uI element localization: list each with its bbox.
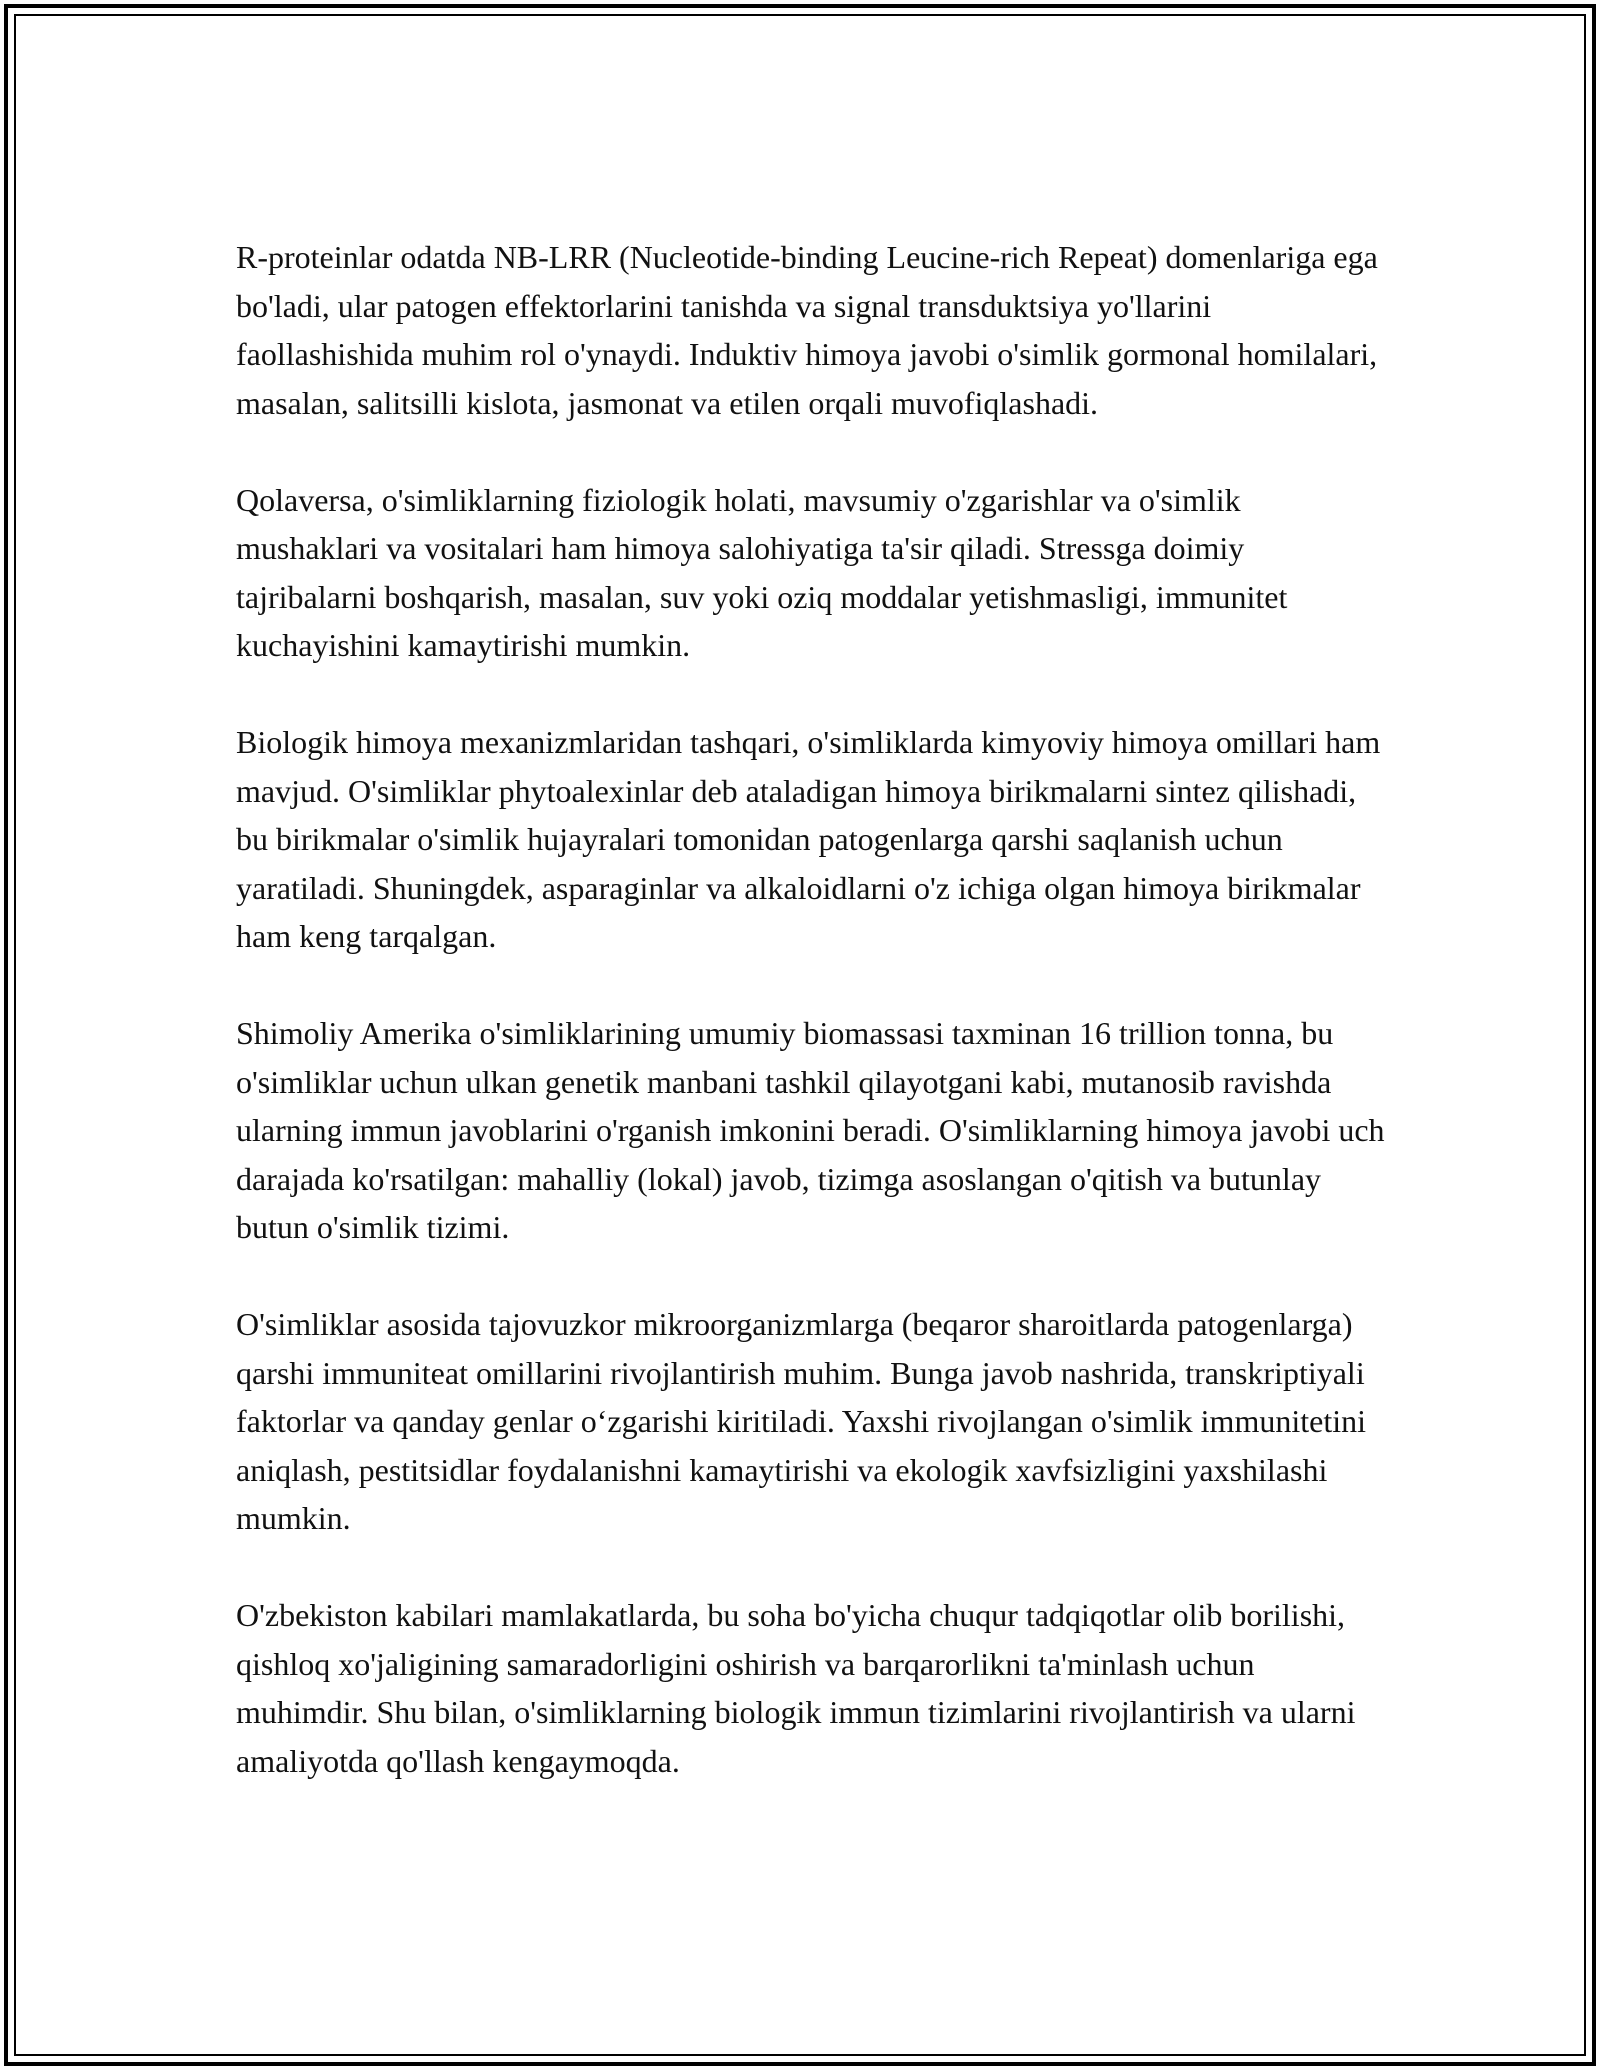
- paragraph-north-america-biomass: Shimoliy Amerika o'simliklarining umumiy biomassasi taxminan 16 trillion tonna, bu o'simliklar uchun ulkan genetik manbani tashkil qilayotgani kabi, mutanosib ravishda ularning immun javoblarini o'rganish imkonini beradi. O'simliklarning himoya javobi uch darajada ko'rsatilgan: mahalliy (lokal) javob, tizimga asoslangan o'qitish va butunlay butun o'simlik tizimi.: [236, 1015, 1385, 1245]
- paragraph-immunity-development: O'simliklar asosida tajovuzkor mikroorganizmlarga (beqaror sharoitlarda patogenlarga) qarshi immuniteat omillarini rivojlantirish muhim. Bunga javob nashrida, transkriptiyali faktorlar va qanday genlar o‘zgarishi kiritiladi. Yaxshi rivojlangan o'simlik immunitetini aniqlash, pestitsidlar foydalanishni kamaytirishi va ekologik xavfsizligini yaxshilashi mumkin.: [236, 1306, 1366, 1536]
- document-body: [236, 233, 1386, 1834]
- paragraph-physiological-state: Qolaversa, o'simliklarning fiziologik holati, mavsumiy o'zgarishlar va o'simlik mushaklari va vositalari ham himoya salohiyatiga ta'sir qiladi. Stressga doimiy tajribalarni boshqarish, masalan, suv yoki oziq moddalar yetishmasligi, immunitet kuchayishini kamaytirishi mumkin.: [236, 481, 1288, 663]
- paragraph-r-proteins: R-proteinlar odatda NB-LRR (Nucleotide-binding Leucine-rich Repeat) domenlariga ega bo'ladi, ular patogen effektorlarini tanishda va signal transduktsiya yo'llarini faollashishida muhim rol o'ynaydi. Induktiv himoya javobi o'simlik gormonal homilalari, masalan, salitsilli kislota, jasmonat va etilen orqali muvofiqlashadi.: [236, 239, 1378, 421]
- paragraph-chemical-defense: Biologik himoya mexanizmlaridan tashqari, o'simliklarda kimyoviy himoya omillari ham mavjud. O'simliklar phytoalexinlar deb ataladigan himoya birikmalarni sintez qilishadi, bu birikmalar o'simlik hujayralari tomonidan patogenlarga qarshi saqlanish uchun yaratiladi. Shuningdek, asparaginlar va alkaloidlarni o'z ichiga olgan himoya birikmalar ham keng tarqalgan.: [236, 724, 1381, 954]
- paragraph-uzbekistan-research: O'zbekiston kabilari mamlakatlarda, bu soha bo'yicha chuqur tadqiqotlar olib borilishi, qishloq xo'jaligining samaradorligini oshirish va barqarorlikni ta'minlash uchun muhimdir. Shu bilan, o'simliklarning biologik immun tizimlarini rivojlantirish va ularni amaliyotda qo'llash kengaymoqda.: [236, 1597, 1356, 1779]
